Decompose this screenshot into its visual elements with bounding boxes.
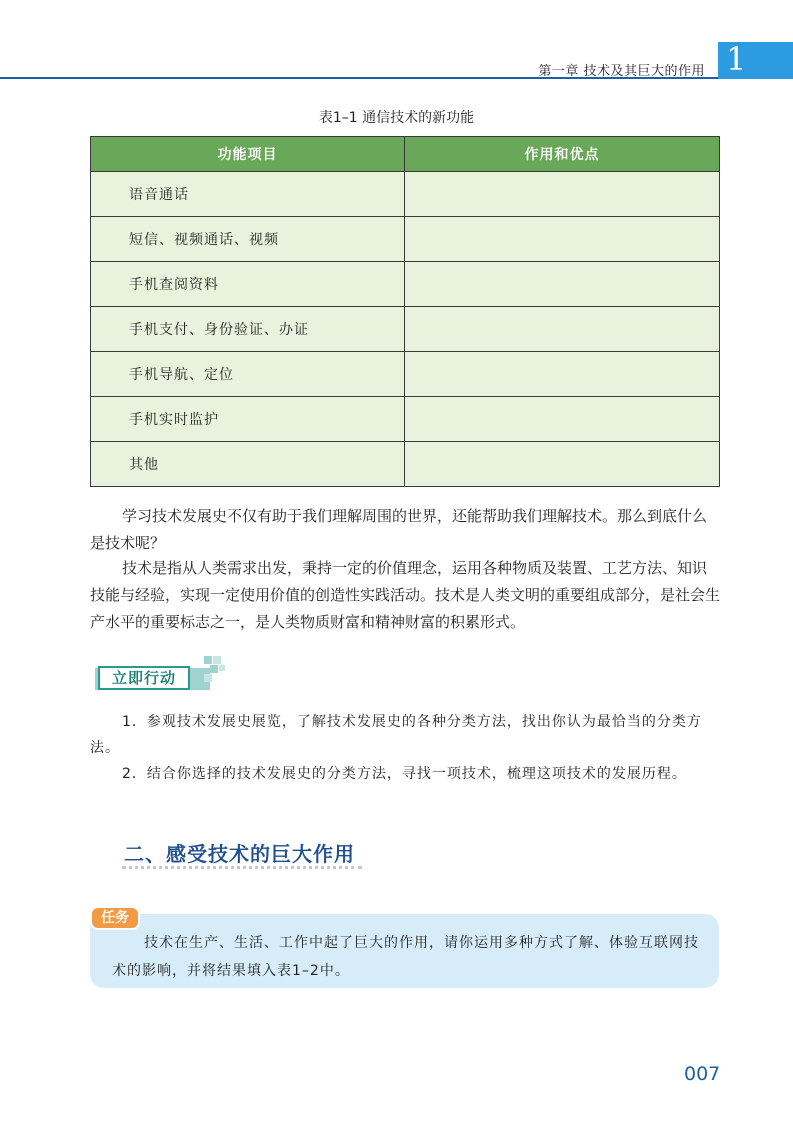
task-badge-label: 任务 [101, 910, 129, 926]
table-cell-function: 手机实时监护 [91, 397, 405, 442]
decor-square [213, 656, 221, 664]
table-cell-blank [405, 262, 720, 307]
decor-square [204, 656, 212, 664]
function-table [90, 136, 720, 487]
table-header-function: 功能项目 [91, 137, 405, 172]
table-row [91, 442, 720, 487]
chapter-title: 第一章 技术及其巨大的作用 [538, 64, 705, 79]
action-badge-label: 立即行动 [111, 669, 176, 687]
chapter-number: 1 [726, 40, 747, 78]
table-cell-blank [405, 442, 720, 487]
decor-square [204, 674, 212, 682]
action-item: 1．参观技术发展史展览，了解技术发展史的各种分类方法，找出你认为最恰当的分类方法。 [90, 714, 702, 756]
table-cell-function: 语音通话 [91, 172, 405, 217]
table-cell-function: 手机查阅资料 [91, 262, 405, 307]
action-item: 2．结合你选择的技术发展史的分类方法，寻找一项技术，梳理这项技术的发展历程。 [122, 766, 687, 782]
table-row [91, 217, 720, 262]
section-underline [122, 866, 362, 869]
table-row [91, 352, 720, 397]
table-header-row [91, 137, 720, 172]
body-paragraph: 技术是指从人类需求出发，秉持一定的价值理念，运用各种物质及装置、工艺方法、知识技能与经验，实现一定使用价值的创造性实践活动。技术是人类文明的重要组成部分，是社会生产水平的重要标志之一，是人类物质财富和精神财富的积累形式。 [90, 559, 721, 631]
table-cell-function: 其他 [91, 442, 405, 487]
table-row [91, 262, 720, 307]
page-number: 007 [684, 1063, 721, 1085]
table-caption: 表1–1 通信技术的新功能 [318, 110, 475, 126]
table-row [91, 397, 720, 442]
table-row [91, 172, 720, 217]
section-title: 二、感受技术的巨大作用 [124, 842, 355, 866]
table-header-benefit: 作用和优点 [405, 137, 720, 172]
body-paragraph: 学习技术发展史不仅有助于我们理解周围的世界，还能帮助我们理解技术。那么到底什么是技术呢？ [90, 507, 708, 552]
table-cell-function: 短信、视频通话、视频 [91, 217, 405, 262]
decor-square [210, 665, 218, 673]
task-text: 技术在生产、生活、工作中起了巨大的作用，请你运用多种方式了解、体验互联网技术的影响，并将结果填入表1–2中。 [112, 935, 699, 979]
table-cell-function: 手机支付、身份验证、办证 [91, 307, 405, 352]
decor-square [219, 665, 225, 671]
table-cell-blank [405, 172, 720, 217]
table-cell-blank [405, 352, 720, 397]
table-cell-blank [405, 217, 720, 262]
table-cell-blank [405, 397, 720, 442]
table-cell-function: 手机导航、定位 [91, 352, 405, 397]
table-cell-blank [405, 307, 720, 352]
table-row [91, 307, 720, 352]
